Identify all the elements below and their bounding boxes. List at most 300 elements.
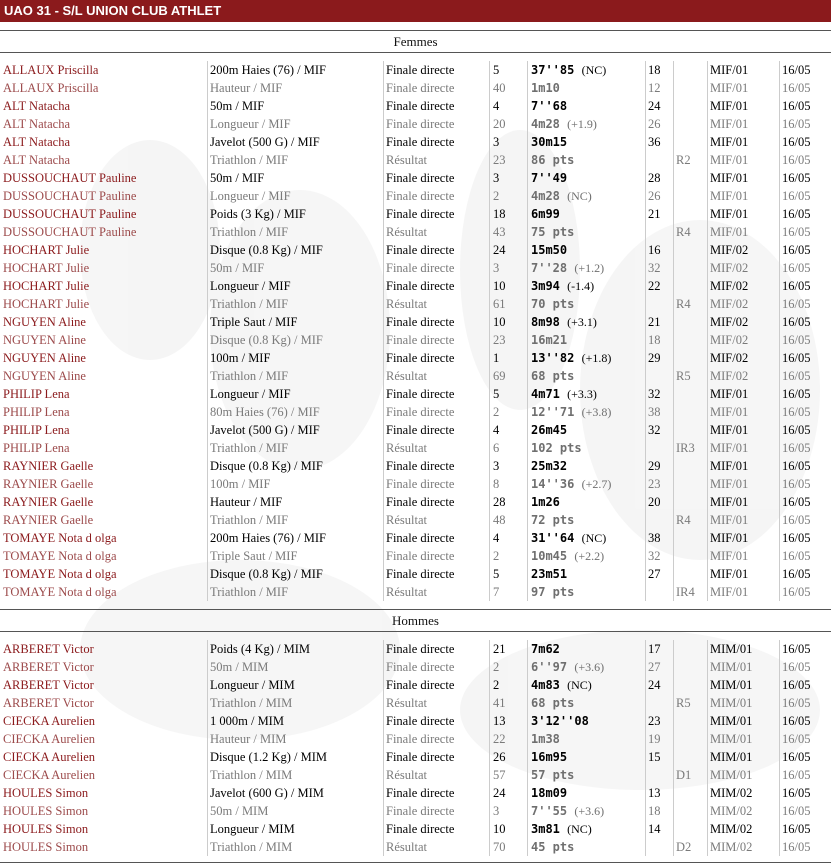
- event-name-cell: Longueur / MIF: [207, 277, 382, 295]
- place-cell: 3: [489, 457, 529, 475]
- performance-value: 4m28: [531, 189, 560, 203]
- level-cell: [673, 385, 708, 403]
- performance-cell: [527, 511, 647, 529]
- performance-cell: [527, 205, 647, 223]
- category-cell: MIF/01: [707, 151, 780, 169]
- place-cell: 2: [489, 403, 529, 421]
- performance-value: 10m45: [531, 549, 568, 563]
- category-cell: MIF/01: [707, 421, 780, 439]
- points-cell: [645, 694, 674, 712]
- athlete-name-cell: DUSSOUCHAUT Pauline: [3, 207, 137, 221]
- athlete-name-cell: TOMAYE Nota d olga: [3, 531, 117, 545]
- category-cell: MIF/02: [707, 295, 780, 313]
- performance-value: 68 pts: [531, 369, 575, 383]
- event-name-cell: Disque (0.8 Kg) / MIF: [207, 565, 382, 583]
- date-cell: 16/05: [779, 457, 831, 475]
- date-cell: 16/05: [779, 748, 831, 766]
- table-row: [0, 529, 831, 547]
- performance-value: 1m10: [531, 81, 560, 95]
- wind-value: (NC): [567, 822, 592, 836]
- athlete-name-cell: ARBERET Victor: [3, 660, 94, 674]
- performance-cell: [527, 766, 647, 784]
- page-header: [0, 0, 831, 22]
- place-cell: 5: [489, 385, 529, 403]
- round-name-cell: Résultat: [383, 223, 490, 241]
- athlete-name-cell: CIECKA Aurelien: [3, 732, 96, 746]
- table-row: [0, 205, 831, 223]
- round-name-cell: Finale directe: [383, 730, 490, 748]
- level-cell: [673, 784, 708, 802]
- level-cell: R4: [673, 295, 708, 313]
- event-name-cell: Javelot (600 G) / MIM: [207, 784, 382, 802]
- performance-value: 15m50: [531, 243, 568, 257]
- round-name-cell: Résultat: [383, 367, 490, 385]
- place-cell: 57: [489, 766, 529, 784]
- performance-cell: [527, 547, 647, 565]
- table-row: [0, 730, 831, 748]
- place-cell: 13: [489, 712, 529, 730]
- category-cell: MIM/01: [707, 676, 780, 694]
- athlete-name-cell: RAYNIER Gaelle: [3, 459, 94, 473]
- table-row: [0, 133, 831, 151]
- level-cell: R4: [673, 223, 708, 241]
- table-row: [0, 295, 831, 313]
- place-cell: 20: [489, 115, 529, 133]
- round-name-cell: Finale directe: [383, 565, 490, 583]
- performance-cell: [527, 223, 647, 241]
- performance-cell: [527, 820, 647, 838]
- performance-cell: [527, 277, 647, 295]
- event-name-cell: Longueur / MIF: [207, 187, 382, 205]
- place-cell: 69: [489, 367, 529, 385]
- event-name-cell: Triple Saut / MIF: [207, 547, 382, 565]
- wind-value: (NC): [581, 531, 607, 545]
- points-cell: 20: [645, 493, 674, 511]
- level-cell: [673, 241, 708, 259]
- round-name-cell: Finale directe: [383, 115, 490, 133]
- performance-cell: [527, 694, 647, 712]
- date-cell: 16/05: [779, 205, 831, 223]
- level-cell: [673, 313, 708, 331]
- points-cell: 18: [645, 61, 674, 79]
- points-cell: 14: [645, 820, 674, 838]
- performance-cell: [527, 367, 647, 385]
- event-name-cell: Javelot (500 G) / MIF: [207, 133, 382, 151]
- performance-value: 1m26: [531, 495, 560, 509]
- date-cell: 16/05: [779, 115, 831, 133]
- category-cell: MIM/02: [707, 784, 780, 802]
- performance-cell: [527, 583, 647, 601]
- place-cell: 28: [489, 493, 529, 511]
- date-cell: 16/05: [779, 133, 831, 151]
- performance-value: 7''28: [531, 261, 568, 275]
- place-cell: 3: [489, 133, 529, 151]
- round-name-cell: Finale directe: [383, 385, 490, 403]
- category-cell: MIF/01: [707, 61, 780, 79]
- category-cell: MIF/02: [707, 367, 780, 385]
- athlete-name-cell: DUSSOUCHAUT Pauline: [3, 171, 137, 185]
- round-name-cell: Finale directe: [383, 97, 490, 115]
- performance-value: 14''36: [531, 477, 575, 491]
- date-cell: 16/05: [779, 838, 831, 856]
- place-cell: 10: [489, 313, 529, 331]
- table-row: [0, 640, 831, 658]
- event-name-cell: Triathlon / MIF: [207, 151, 382, 169]
- category-cell: MIF/01: [707, 475, 780, 493]
- date-cell: 16/05: [779, 385, 831, 403]
- table-row: [0, 367, 831, 385]
- level-cell: D1: [673, 766, 708, 784]
- athlete-name-cell: ARBERET Victor: [3, 678, 94, 692]
- level-cell: [673, 331, 708, 349]
- event-name-cell: Disque (1.2 Kg) / MIM: [207, 748, 382, 766]
- wind-value: (+1.9): [567, 117, 597, 131]
- category-cell: MIM/01: [707, 658, 780, 676]
- points-cell: 28: [645, 169, 674, 187]
- wind-value: (NC): [567, 189, 592, 203]
- date-cell: 16/05: [779, 349, 831, 367]
- level-cell: [673, 133, 708, 151]
- performance-cell: [527, 187, 647, 205]
- level-cell: [673, 97, 708, 115]
- place-cell: 40: [489, 79, 529, 97]
- performance-value: 16m95: [531, 750, 568, 764]
- table-row: [0, 748, 831, 766]
- performance-value: 72 pts: [531, 513, 575, 527]
- round-name-cell: Résultat: [383, 766, 490, 784]
- round-name-cell: Finale directe: [383, 421, 490, 439]
- table-row: [0, 385, 831, 403]
- round-name-cell: Finale directe: [383, 313, 490, 331]
- athlete-name-cell: PHILIP Lena: [3, 441, 70, 455]
- category-cell: MIM/01: [707, 766, 780, 784]
- points-cell: 24: [645, 97, 674, 115]
- athlete-name-cell: NGUYEN Aline: [3, 333, 86, 347]
- athlete-name-cell: ALT Natacha: [3, 99, 70, 113]
- performance-cell: [527, 79, 647, 97]
- table-row: [0, 802, 831, 820]
- points-cell: 27: [645, 565, 674, 583]
- round-name-cell: Finale directe: [383, 187, 490, 205]
- category-cell: MIF/01: [707, 169, 780, 187]
- level-cell: [673, 259, 708, 277]
- event-name-cell: 100m / MIF: [207, 349, 382, 367]
- points-cell: 32: [645, 547, 674, 565]
- category-cell: MIF/01: [707, 439, 780, 457]
- category-cell: MIF/02: [707, 277, 780, 295]
- round-name-cell: Finale directe: [383, 493, 490, 511]
- athlete-name-cell: HOCHART Julie: [3, 243, 90, 257]
- category-cell: MIF/01: [707, 565, 780, 583]
- athlete-name-cell: PHILIP Lena: [3, 423, 70, 437]
- performance-value: 1m38: [531, 732, 560, 746]
- table-row: [0, 694, 831, 712]
- place-cell: 21: [489, 640, 529, 658]
- performance-value: 16m21: [531, 333, 568, 347]
- round-name-cell: Finale directe: [383, 277, 490, 295]
- event-name-cell: Triathlon / MIF: [207, 367, 382, 385]
- performance-cell: [527, 169, 647, 187]
- level-cell: [673, 565, 708, 583]
- wind-value: (+3.8): [581, 405, 612, 419]
- table-row: [0, 169, 831, 187]
- performance-value: 7m62: [531, 642, 560, 656]
- event-name-cell: 50m / MIF: [207, 97, 382, 115]
- round-name-cell: Résultat: [383, 583, 490, 601]
- category-cell: MIF/01: [707, 133, 780, 151]
- points-cell: 26: [645, 115, 674, 133]
- date-cell: 16/05: [779, 547, 831, 565]
- date-cell: 16/05: [779, 475, 831, 493]
- performance-value: 102 pts: [531, 441, 582, 455]
- date-cell: 16/05: [779, 187, 831, 205]
- category-cell: MIF/02: [707, 241, 780, 259]
- level-cell: IR4: [673, 583, 708, 601]
- event-name-cell: Triathlon / MIF: [207, 439, 382, 457]
- level-cell: [673, 79, 708, 97]
- event-name-cell: 50m / MIF: [207, 169, 382, 187]
- category-cell: MIF/01: [707, 583, 780, 601]
- performance-cell: [527, 748, 647, 766]
- section-gap: [0, 632, 831, 640]
- level-cell: [673, 820, 708, 838]
- event-name-cell: Triathlon / MIF: [207, 583, 382, 601]
- points-cell: 15: [645, 748, 674, 766]
- points-cell: 32: [645, 385, 674, 403]
- performance-value: 4m71: [531, 387, 560, 401]
- level-cell: [673, 277, 708, 295]
- table-row: [0, 79, 831, 97]
- performance-value: 6m99: [531, 207, 560, 221]
- event-name-cell: Longueur / MIM: [207, 676, 382, 694]
- date-cell: 16/05: [779, 565, 831, 583]
- table-row: [0, 331, 831, 349]
- results-table: [0, 30, 831, 863]
- athlete-name-cell: NGUYEN Aline: [3, 315, 86, 329]
- event-name-cell: Triathlon / MIM: [207, 838, 382, 856]
- table-row: [0, 223, 831, 241]
- points-cell: 18: [645, 331, 674, 349]
- category-cell: MIF/01: [707, 529, 780, 547]
- performance-cell: [527, 97, 647, 115]
- table-row: [0, 712, 831, 730]
- event-name-cell: Longueur / MIM: [207, 820, 382, 838]
- round-name-cell: Finale directe: [383, 676, 490, 694]
- date-cell: 16/05: [779, 439, 831, 457]
- date-cell: 16/05: [779, 529, 831, 547]
- place-cell: 43: [489, 223, 529, 241]
- category-cell: MIM/02: [707, 802, 780, 820]
- points-cell: 24: [645, 676, 674, 694]
- wind-value: (+3.6): [574, 804, 605, 818]
- performance-value: 8m98: [531, 315, 560, 329]
- performance-value: 7''49: [531, 171, 568, 185]
- performance-value: 23m51: [531, 567, 568, 581]
- table-row: [0, 493, 831, 511]
- table-row: [0, 565, 831, 583]
- table-row: [0, 676, 831, 694]
- table-row: [0, 766, 831, 784]
- level-cell: [673, 457, 708, 475]
- place-cell: 1: [489, 349, 529, 367]
- date-cell: 16/05: [779, 331, 831, 349]
- category-cell: MIF/01: [707, 115, 780, 133]
- event-name-cell: Triathlon / MIF: [207, 223, 382, 241]
- performance-cell: [527, 439, 647, 457]
- performance-cell: [527, 730, 647, 748]
- event-name-cell: Triathlon / MIM: [207, 766, 382, 784]
- level-cell: [673, 640, 708, 658]
- wind-value: (NC): [567, 678, 592, 692]
- round-name-cell: Finale directe: [383, 658, 490, 676]
- performance-cell: [527, 115, 647, 133]
- table-row: [0, 259, 831, 277]
- athlete-name-cell: CIECKA Aurelien: [3, 714, 96, 728]
- level-cell: [673, 187, 708, 205]
- level-cell: [673, 403, 708, 421]
- section-gap: [0, 53, 831, 61]
- round-name-cell: Finale directe: [383, 712, 490, 730]
- athlete-name-cell: HOCHART Julie: [3, 279, 90, 293]
- round-name-cell: Finale directe: [383, 640, 490, 658]
- round-name-cell: Finale directe: [383, 529, 490, 547]
- athlete-name-cell: ALT Natacha: [3, 135, 70, 149]
- event-name-cell: Disque (0.8 Kg) / MIF: [207, 331, 382, 349]
- points-cell: 36: [645, 133, 674, 151]
- date-cell: 16/05: [779, 421, 831, 439]
- athlete-name-cell: PHILIP Lena: [3, 405, 70, 419]
- points-cell: 22: [645, 277, 674, 295]
- performance-cell: [527, 259, 647, 277]
- level-cell: [673, 802, 708, 820]
- performance-value: 31''64: [531, 531, 575, 545]
- event-name-cell: Hauteur / MIM: [207, 730, 382, 748]
- table-row: [0, 241, 831, 259]
- performance-value: 18m09: [531, 786, 568, 800]
- points-cell: 23: [645, 712, 674, 730]
- event-name-cell: 50m / MIF: [207, 259, 382, 277]
- points-cell: [645, 223, 674, 241]
- points-cell: [645, 439, 674, 457]
- round-name-cell: Finale directe: [383, 133, 490, 151]
- performance-value: 75 pts: [531, 225, 575, 239]
- event-name-cell: Triathlon / MIF: [207, 295, 382, 313]
- date-cell: 16/05: [779, 403, 831, 421]
- performance-cell: [527, 151, 647, 169]
- performance-cell: [527, 475, 647, 493]
- category-cell: MIM/02: [707, 820, 780, 838]
- date-cell: 16/05: [779, 784, 831, 802]
- date-cell: 16/05: [779, 640, 831, 658]
- performance-value: 3m94: [531, 279, 560, 293]
- category-cell: MIF/01: [707, 223, 780, 241]
- points-cell: 21: [645, 313, 674, 331]
- performance-cell: [527, 313, 647, 331]
- table-row: [0, 277, 831, 295]
- performance-value: 57 pts: [531, 768, 575, 782]
- points-cell: 26: [645, 187, 674, 205]
- event-name-cell: Disque (0.8 Kg) / MIF: [207, 241, 382, 259]
- table-row: [0, 439, 831, 457]
- round-name-cell: Résultat: [383, 151, 490, 169]
- level-cell: R5: [673, 694, 708, 712]
- level-cell: [673, 493, 708, 511]
- performance-value: 70 pts: [531, 297, 575, 311]
- table-row: [0, 475, 831, 493]
- athlete-name-cell: NGUYEN Aline: [3, 351, 86, 365]
- place-cell: 10: [489, 277, 529, 295]
- wind-value: (+3.1): [567, 315, 597, 329]
- performance-value: 97 pts: [531, 585, 575, 599]
- place-cell: 3: [489, 802, 529, 820]
- performance-value: 68 pts: [531, 696, 575, 710]
- points-cell: [645, 766, 674, 784]
- points-cell: 38: [645, 403, 674, 421]
- category-cell: MIF/02: [707, 313, 780, 331]
- place-cell: 41: [489, 694, 529, 712]
- athlete-name-cell: DUSSOUCHAUT Pauline: [3, 225, 137, 239]
- level-cell: R4: [673, 511, 708, 529]
- event-name-cell: 200m Haies (76) / MIF: [207, 529, 382, 547]
- table-row: [0, 583, 831, 601]
- performance-cell: [527, 331, 647, 349]
- category-cell: MIF/01: [707, 511, 780, 529]
- performance-value: 3'12''08: [531, 714, 589, 728]
- points-cell: 32: [645, 421, 674, 439]
- level-cell: [673, 712, 708, 730]
- level-cell: [673, 475, 708, 493]
- points-cell: 16: [645, 241, 674, 259]
- table-row: [0, 187, 831, 205]
- athlete-name-cell: TOMAYE Nota d olga: [3, 567, 117, 581]
- table-row: [0, 820, 831, 838]
- table-row: [0, 313, 831, 331]
- performance-value: 25m32: [531, 459, 568, 473]
- performance-cell: [527, 640, 647, 658]
- date-cell: 16/05: [779, 313, 831, 331]
- date-cell: 16/05: [779, 583, 831, 601]
- date-cell: 16/05: [779, 730, 831, 748]
- performance-value: 37''85: [531, 63, 575, 77]
- points-cell: 32: [645, 259, 674, 277]
- points-cell: 29: [645, 349, 674, 367]
- points-cell: [645, 583, 674, 601]
- performance-cell: [527, 241, 647, 259]
- points-cell: 23: [645, 475, 674, 493]
- level-cell: [673, 115, 708, 133]
- category-cell: MIF/01: [707, 385, 780, 403]
- level-cell: [673, 205, 708, 223]
- place-cell: 2: [489, 187, 529, 205]
- event-name-cell: Javelot (500 G) / MIF: [207, 421, 382, 439]
- place-cell: 3: [489, 169, 529, 187]
- event-name-cell: Poids (4 Kg) / MIM: [207, 640, 382, 658]
- performance-cell: [527, 565, 647, 583]
- performance-cell: [527, 133, 647, 151]
- points-cell: 27: [645, 658, 674, 676]
- place-cell: 23: [489, 151, 529, 169]
- level-cell: [673, 529, 708, 547]
- place-cell: 4: [489, 97, 529, 115]
- athlete-name-cell: HOULES Simon: [3, 804, 89, 818]
- category-cell: MIF/01: [707, 457, 780, 475]
- round-name-cell: Finale directe: [383, 241, 490, 259]
- event-name-cell: Triple Saut / MIF: [207, 313, 382, 331]
- performance-cell: [527, 457, 647, 475]
- table-row: [0, 115, 831, 133]
- event-name-cell: Triathlon / MIF: [207, 511, 382, 529]
- date-cell: 16/05: [779, 223, 831, 241]
